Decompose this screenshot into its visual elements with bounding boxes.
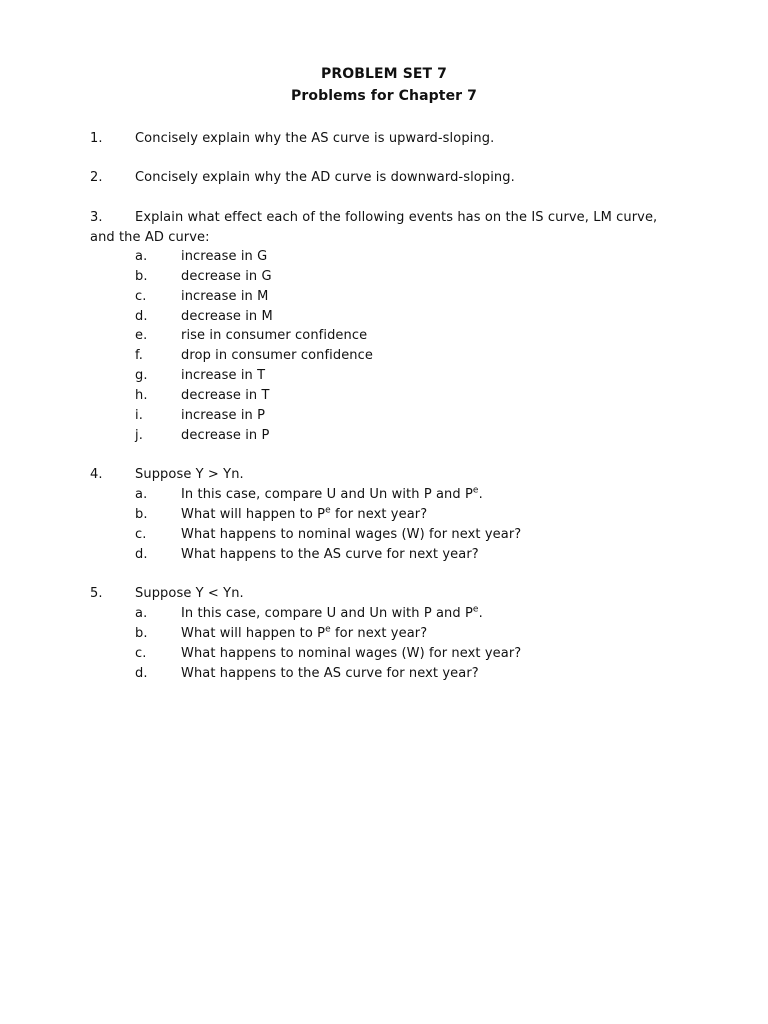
list-item-letter: b. <box>135 269 148 284</box>
list-item-letter: b. <box>135 626 148 641</box>
list-item: decrease in T <box>181 388 270 403</box>
list-item-letter: f. <box>135 348 143 363</box>
list-item-letter: b. <box>135 507 148 522</box>
list-item: What happens to the AS curve for next year? <box>181 547 479 562</box>
list-item: increase in T <box>181 368 266 383</box>
list-item: What will happen to $P^e$ for next year? <box>181 505 428 522</box>
problem-text: Suppose Y > Yn. <box>135 467 244 482</box>
list-item-letter: i. <box>135 408 143 423</box>
problem-text: Concisely explain why the AD curve is downward-sloping. <box>135 170 515 185</box>
list-item: increase in P <box>181 408 266 423</box>
list-item: increase in M <box>181 289 269 304</box>
problem-text: Explain what effect each of the following events has on the IS curve, LM curve, <box>135 210 658 225</box>
problem-number: 5. <box>90 586 103 601</box>
list-item: What happens to the AS curve for next year? <box>181 666 479 681</box>
list-item: decrease in G <box>181 269 272 284</box>
problem-text: Concisely explain why the AS curve is upward-sloping. <box>135 131 495 146</box>
problem-number: 3. <box>90 210 103 225</box>
list-item: In this case, compare U and Un with P and $P^e$. <box>181 604 483 621</box>
list-item-letter: c. <box>135 289 147 304</box>
list-item-letter: a. <box>135 487 148 502</box>
problem-number: 1. <box>90 131 103 146</box>
problem-number: 4. <box>90 467 103 482</box>
list-item: decrease in M <box>181 309 273 324</box>
list-item: What happens to nominal wages (W) for next year? <box>181 646 522 661</box>
list-item-letter: j. <box>135 428 143 443</box>
problem-text-continued: and the AD curve: <box>90 230 210 245</box>
list-item-letter: g. <box>135 368 148 383</box>
list-item-letter: a. <box>135 249 148 264</box>
list-item-letter: c. <box>135 646 147 661</box>
list-item: rise in consumer confidence <box>181 328 368 343</box>
list-item-letter: h. <box>135 388 148 403</box>
page-subtitle: Problems for Chapter 7 <box>291 88 477 104</box>
list-item: In this case, compare U and Un with P and $P^e$. <box>181 485 483 502</box>
list-item-letter: c. <box>135 527 147 542</box>
list-item: What happens to nominal wages (W) for next year? <box>181 527 522 542</box>
list-item: decrease in P <box>181 428 270 443</box>
list-item-letter: d. <box>135 309 148 324</box>
list-item: What will happen to $P^e$ for next year? <box>181 624 428 641</box>
problem-number: 2. <box>90 170 103 185</box>
list-item-letter: e. <box>135 328 148 343</box>
list-item-letter: d. <box>135 666 148 681</box>
list-item-letter: d. <box>135 547 148 562</box>
list-item: increase in G <box>181 249 268 264</box>
list-item: drop in consumer confidence <box>181 348 373 363</box>
problem-text: Suppose Y < Yn. <box>135 586 244 601</box>
list-item-letter: a. <box>135 606 148 621</box>
page-title: PROBLEM SET 7 <box>320 66 447 82</box>
